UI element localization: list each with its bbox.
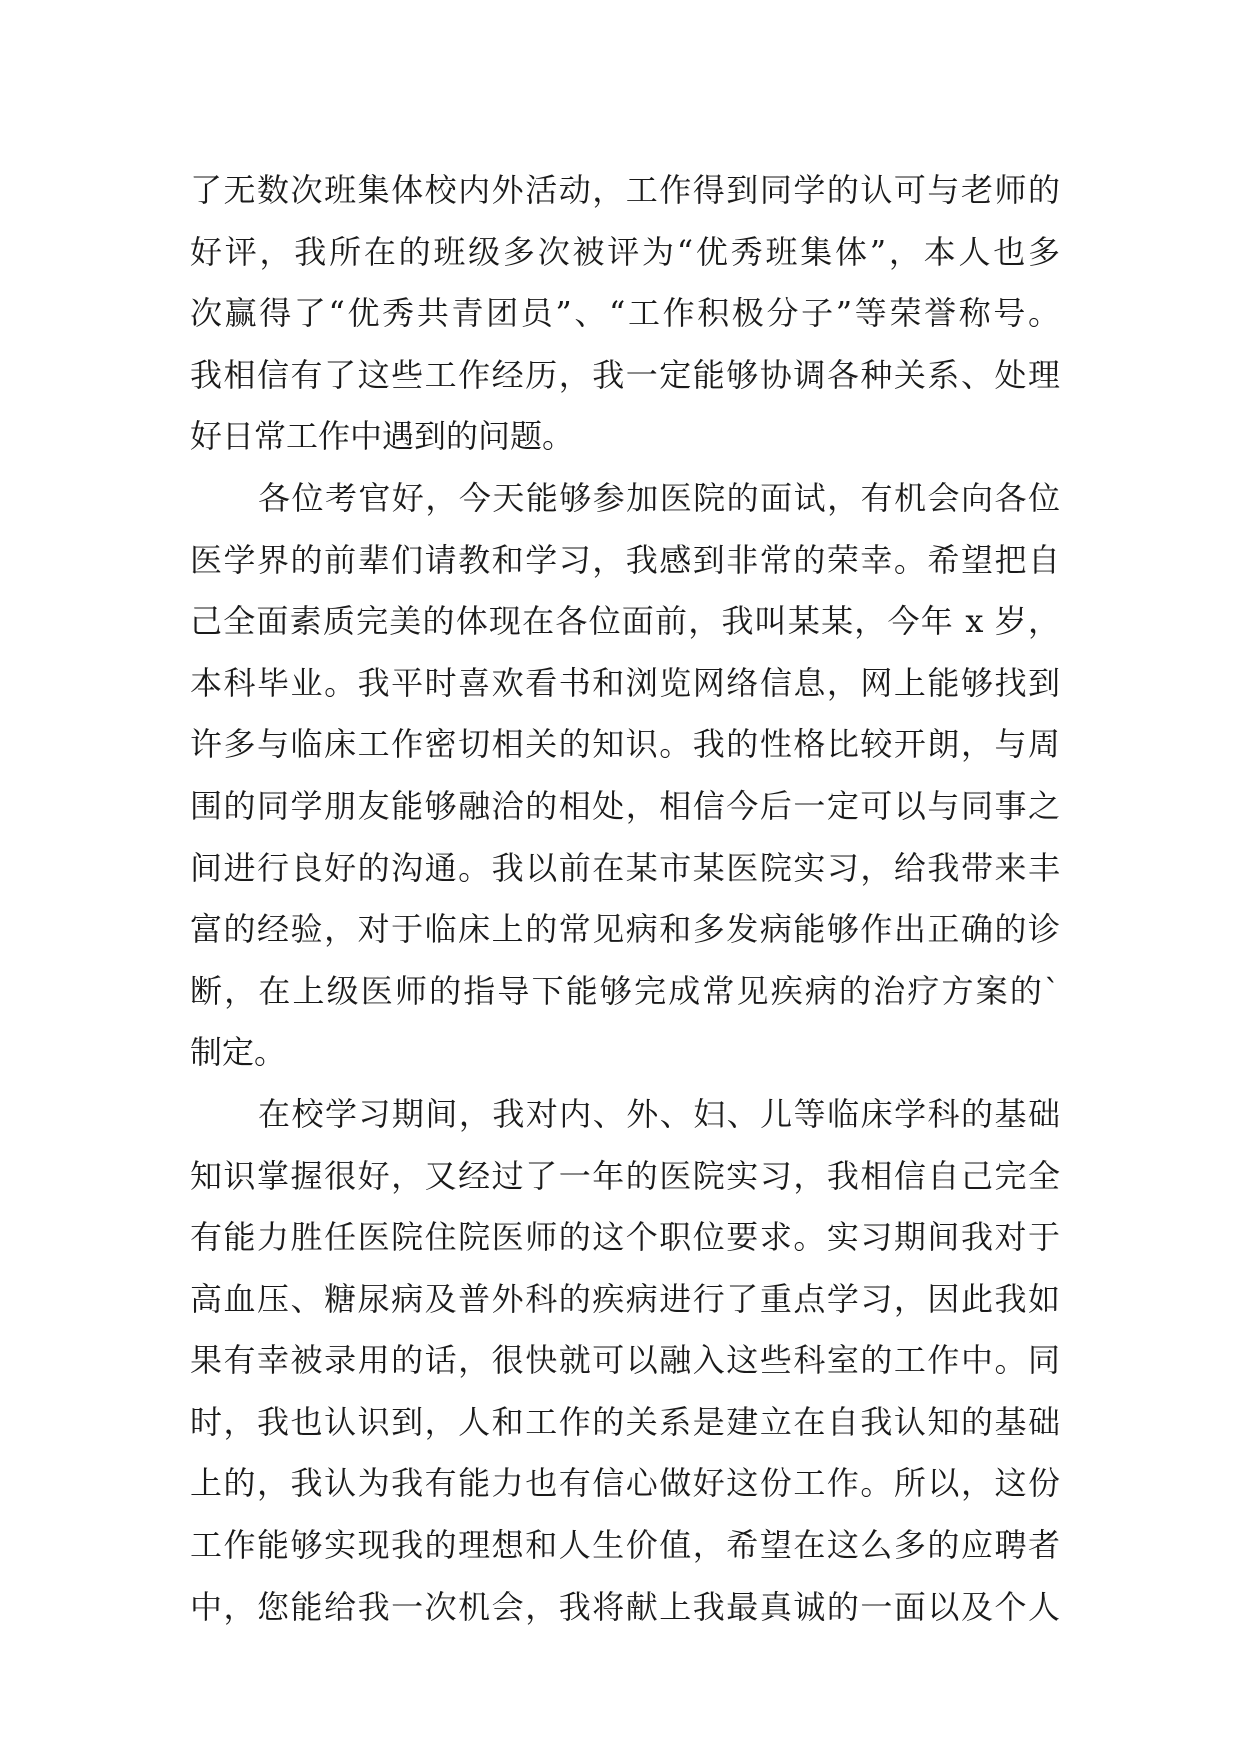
text-line: 有能力胜任医院住院医师的这个职位要求。实习期间我对于	[190, 1218, 1060, 1257]
text-line: 富的经验，对于临床上的常见病和多发病能够作出正确的诊	[190, 910, 1060, 949]
text-line: 知识掌握很好，又经过了一年的医院实习，我相信自己完全	[190, 1156, 1060, 1195]
text-line: 果有幸被录用的话，很快就可以融入这些科室的工作中。同	[190, 1341, 1060, 1380]
text-line: 好评，我所在的班级多次被评为“优秀班集体”，本人也多	[190, 232, 1060, 271]
text-line: 围的同学朋友能够融洽的相处，相信今后一定可以与同事之	[190, 786, 1060, 825]
text-line: 间进行良好的沟通。我以前在某市某医院实习，给我带来丰	[190, 848, 1060, 887]
text-line: 上的，我认为我有能力也有信心做好这份工作。所以，这份	[190, 1464, 1060, 1503]
text-line: 好日常工作中遇到的问题。	[190, 417, 575, 456]
text-line: 高血压、糖尿病及普外科的疾病进行了重点学习，因此我如	[190, 1279, 1060, 1318]
text-line: 制定。	[190, 1033, 287, 1072]
text-line: 己全面素质完美的体现在各位面前，我叫某某，今年 x 岁，	[190, 602, 1060, 641]
text-line: 工作能够实现我的理想和人生价值，希望在这么多的应聘者	[190, 1526, 1060, 1565]
text-line: 中，您能给我一次机会，我将献上我最真诚的一面以及个人	[190, 1587, 1060, 1626]
text-line: 本科毕业。我平时喜欢看书和浏览网络信息，网上能够找到	[190, 663, 1060, 702]
text-line: 次赢得了“优秀共青团员”、“工作积极分子”等荣誉称号。	[190, 294, 1060, 333]
text-line: 医学界的前辈们请教和学习，我感到非常的荣幸。希望把自	[190, 540, 1060, 579]
text-line: 各位考官好，今天能够参加医院的面试，有机会向各位	[258, 478, 1060, 517]
text-line: 在校学习期间，我对内、外、妇、儿等临床学科的基础	[258, 1094, 1060, 1133]
text-line: 了无数次班集体校内外活动，工作得到同学的认可与老师的	[190, 171, 1060, 209]
text-line: 断，在上级医师的指导下能够完成常见疾病的治疗方案的`	[190, 971, 1060, 1010]
text-line: 时，我也认识到，人和工作的关系是建立在自我认知的基础	[190, 1402, 1060, 1441]
text-line: 我相信有了这些工作经历，我一定能够协调各种关系、处理	[190, 355, 1060, 394]
text-line: 许多与临床工作密切相关的知识。我的性格比较开朗，与周	[190, 725, 1060, 764]
body-text	[190, 160, 1060, 1638]
